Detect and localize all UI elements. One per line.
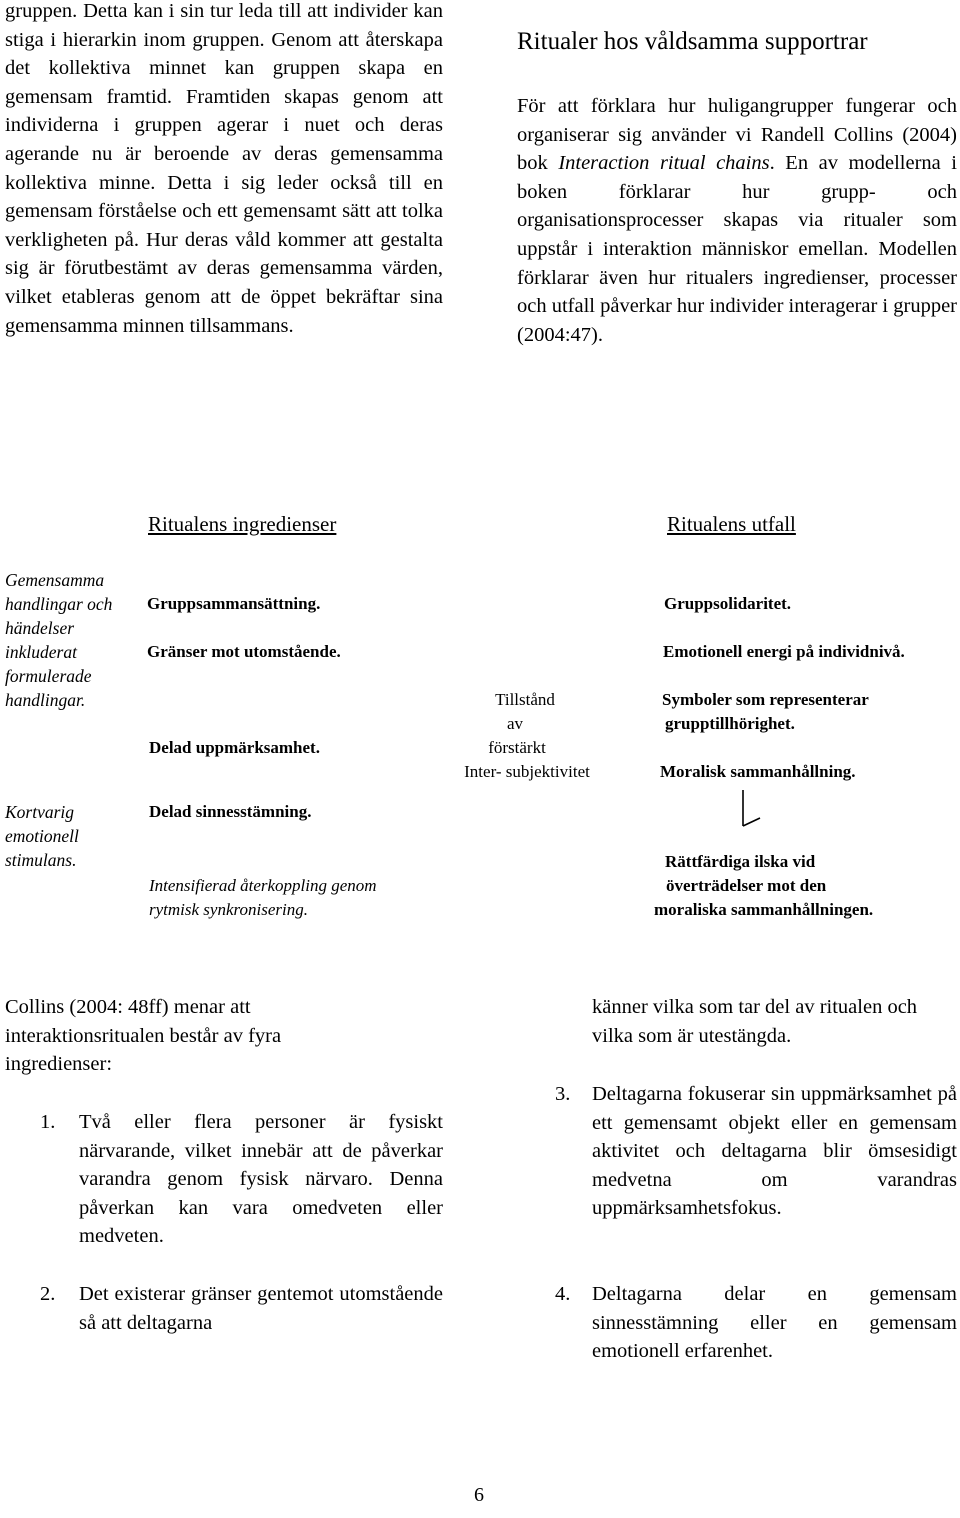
outcome-item: Symboler som representerar	[662, 690, 869, 709]
outcome-final-line: moraliska sammanhållningen.	[654, 900, 874, 919]
outcome-item: Gruppsolidaritet.	[664, 594, 792, 613]
ingredient-item: Delad uppmärksamhet.	[149, 738, 320, 757]
list-item-text: Deltagarna fokuserar sin uppmärksamhet på ett gemensamt objekt eller en gemensam aktivitet och deltagarna blir ömsesidigt medvetna om varandras uppmärksamhetsfokus.	[592, 1083, 957, 1220]
ingredient-item-italic: Intensifierad återkoppling genom rytmisk synkronisering.	[149, 876, 377, 919]
list-continuation: känner vilka som tar del av ritualen och vilka som är utestängda.	[592, 996, 918, 1047]
outcome-item: Moralisk sammanhållning.	[660, 762, 856, 781]
list-number: 4.	[555, 1283, 571, 1305]
outcome-item: Emotionell energi på individnivå.	[663, 642, 905, 661]
right-paragraph: För att förklara hur huligangrupper fungerar och organiserar sig använder vi Randell Collins (2004) bok Interaction ritual chains. En av modellerna i boken förklarar hur grupp- och organisationsprocesser skapas via ritualer som uppstår i interaktion människor emellan. Modellen förklarar även hur ritualers ingredienser, processer och utfall påverkar hur individer interagerar i grupper (2004:47).	[517, 95, 957, 346]
outcome-final-line: överträdelser mot den	[666, 876, 827, 895]
down-arrow-icon	[733, 788, 765, 830]
ingredient-item: Delad sinnesstämning.	[149, 802, 312, 821]
diagram-left-label-stimulus: Kortvarig emotionell stimulans.	[5, 802, 79, 870]
list-number: 2.	[40, 1283, 56, 1305]
list-item-text: Deltagarna delar en gemensam sinnesstämning eller en gemensam emotionell erfarenhet.	[592, 1283, 957, 1363]
diagram-heading-outcomes: Ritualens utfall	[667, 512, 796, 536]
middle-state-line: av	[506, 714, 524, 733]
outcome-item: grupptillhörighet.	[665, 714, 795, 733]
ingredient-item: Gränser mot utomstående.	[147, 642, 341, 661]
top-left-paragraph: gruppen. Detta kan i sin tur leda till att individer kan stiga i hierarkin inom gruppen. Genom att återskapa det kollektiva minnet kan gruppen skapa en gemensam framtid. Framtiden skapas genom att individerna i gruppen agerar i nuet och deras agerande nu är beroende av deras gemensamma kollektiva minne. Detta i sig leder också till en gemensam förståelse och ett gemensamt sätt att tolka verkligheten på. Hur deras våld kommer att gestalta sig är förutbestämt av deras gemensamma värden, vilket etableras genom att de öppet bekräftar sina gemensamma minnen tillsammans.	[5, 0, 443, 337]
middle-state-line: förstärkt	[488, 738, 546, 757]
list-item-text: Det existerar gränser gentemot utomstående så att deltagarna	[79, 1283, 443, 1334]
book-title: Interaction ritual chains	[558, 152, 770, 175]
ingredient-item: Gruppsammansättning.	[147, 594, 321, 613]
bottom-left-intro: Collins (2004: 48ff) menar att interaktionsritualen består av fyra ingredienser:	[5, 996, 282, 1076]
page-number: 6	[474, 1484, 484, 1506]
middle-state-line: Inter- subjektivitet	[464, 762, 590, 781]
diagram-left-label-actions: Gemensamma handlingar och händelser inkluderat formulerade handlingar.	[5, 570, 113, 710]
list-item-text: Två eller flera personer är fysiskt närvarande, vilket innebär att de påverkar varandra genom fysisk närvaro. Denna påverkan kan vara omedveten eller medveten.	[79, 1111, 443, 1248]
list-number: 3.	[555, 1083, 571, 1105]
section-heading: Ritualer hos våldsamma supportrar	[517, 28, 868, 55]
outcome-final-line: Rättfärdiga ilska vid	[665, 852, 816, 871]
middle-state-line: Tillstånd	[495, 690, 555, 709]
diagram-heading-ingredients: Ritualens ingredienser	[148, 512, 337, 536]
list-number: 1.	[40, 1111, 56, 1133]
